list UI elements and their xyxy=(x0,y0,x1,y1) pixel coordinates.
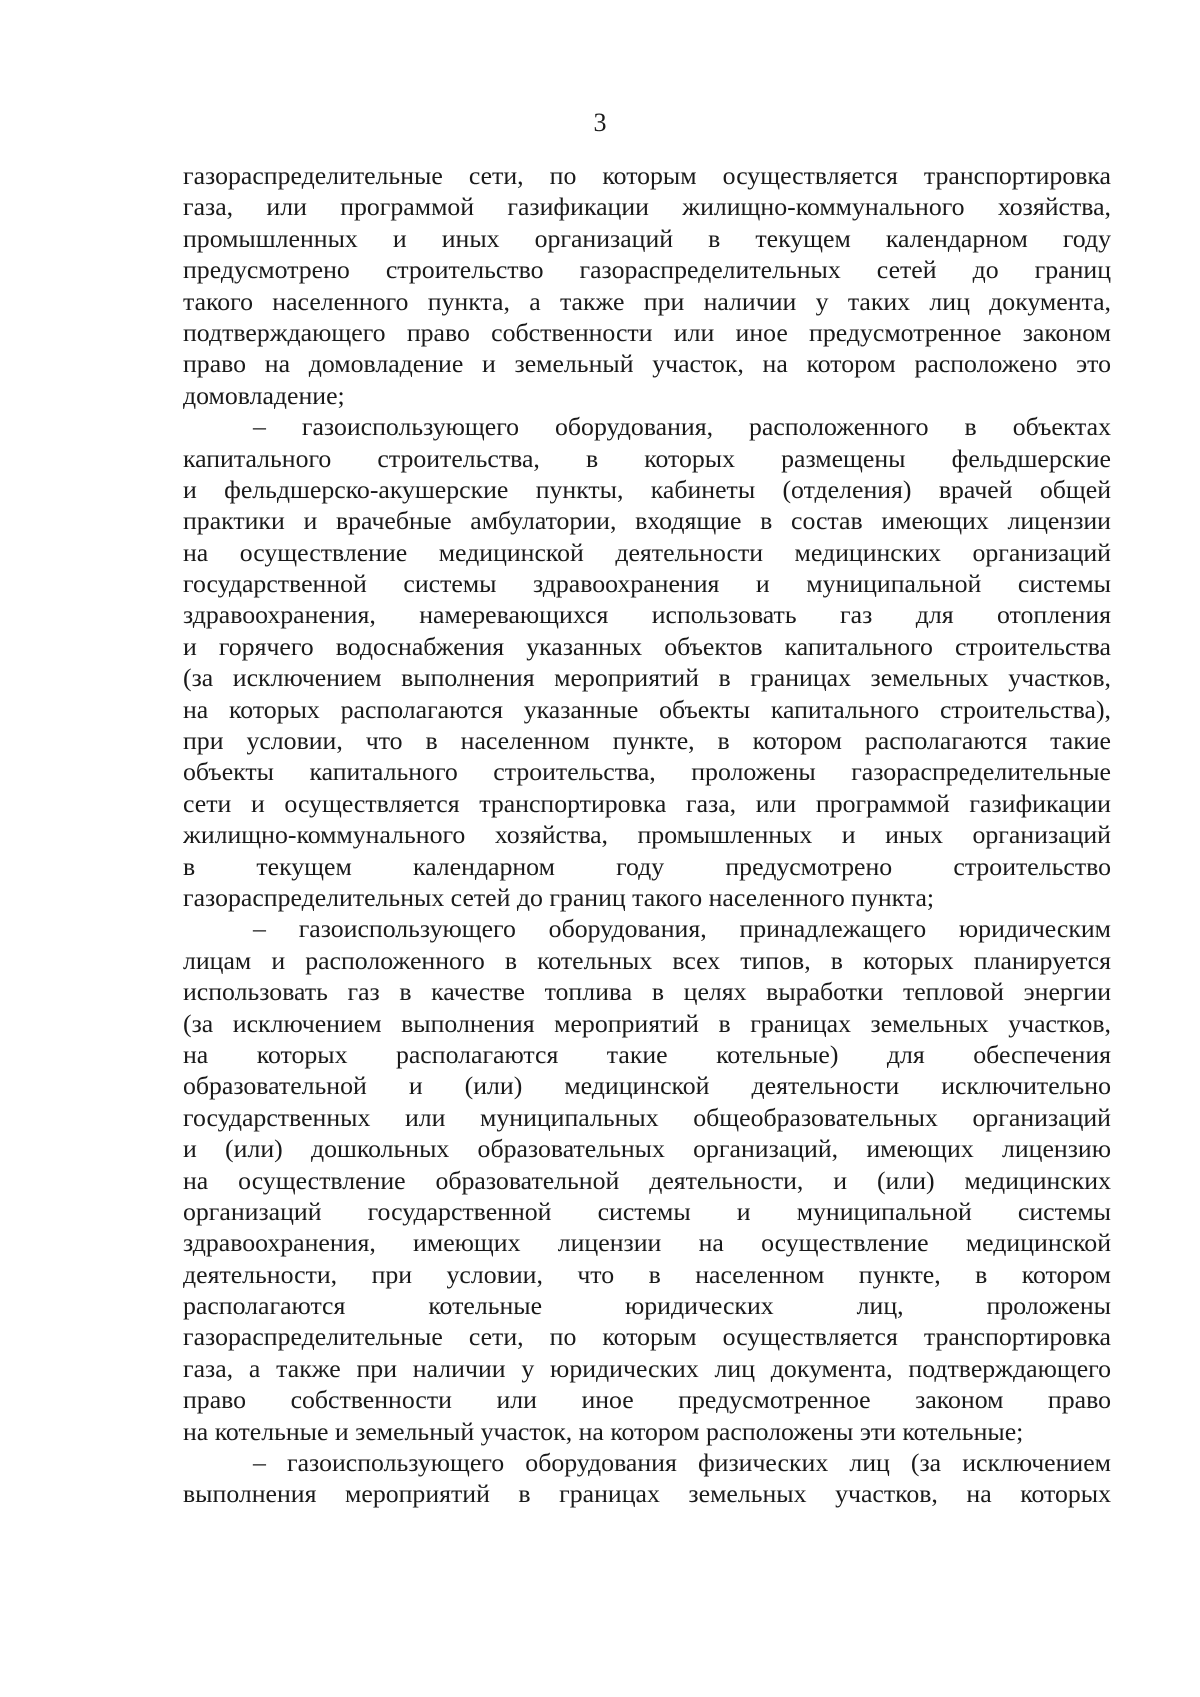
text-line: домовладение; xyxy=(183,380,345,410)
text-line: газораспределительных сетей до границ такого населенного пункта; xyxy=(183,882,935,912)
text-line: здравоохранения, намеревающихся использовать газ для отопления xyxy=(183,600,1111,630)
page-number: 3 xyxy=(593,108,607,137)
text-line: такого населенного пункта, а также при наличии у таких лиц документа, xyxy=(183,286,1111,316)
text-line: деятельности, при условии, что в населенном пункте, в котором xyxy=(183,1259,1111,1289)
text-line: организаций государственной системы и муниципальной системы xyxy=(183,1196,1111,1226)
text-line: практики и врачебные амбулатории, входящие в состав имеющих лицензии xyxy=(183,506,1111,536)
text-line: право собственности или иное предусмотренное законом право xyxy=(183,1385,1111,1415)
text-line: и горячего водоснабжения указанных объектов капитального строительства xyxy=(183,631,1111,661)
text-line: и фельдшерско-акушерские пункты, кабинеты (отделения) врачей общей xyxy=(183,474,1111,504)
text-line: при условии, что в населенном пункте, в котором располагаются такие xyxy=(183,726,1111,756)
text-line: подтверждающего право собственности или иное предусмотренное законом xyxy=(183,317,1111,347)
text-line: и (или) дошкольных образовательных организаций, имеющих лицензию xyxy=(183,1134,1111,1164)
text-line: на осуществление медицинской деятельности медицинских организаций xyxy=(183,537,1111,567)
text-line: здравоохранения, имеющих лицензии на осуществление медицинской xyxy=(183,1228,1111,1258)
text-line: газа, а также при наличии у юридических лиц документа, подтверждающего xyxy=(183,1353,1111,1383)
text-line: жилищно-коммунального хозяйства, промышленных и иных организаций xyxy=(183,820,1111,850)
text-line: газораспределительные сети, по которым осуществляется транспортировка xyxy=(183,1322,1111,1352)
text-line: на которых располагаются такие котельные) для обеспечения xyxy=(183,1039,1111,1069)
text-line: располагаются котельные юридических лиц, проложены xyxy=(183,1291,1111,1321)
text-line: государственных или муниципальных общеобразовательных организаций xyxy=(183,1102,1111,1132)
text-line: капитального строительства, в которых размещены фельдшерские xyxy=(183,443,1111,473)
text-line: газораспределительные сети, по которым осуществляется транспортировка xyxy=(183,161,1111,190)
text-line: – газоиспользующего оборудования физических лиц (за исключением xyxy=(253,1448,1111,1478)
text-line: в текущем календарном году предусмотрено строительство xyxy=(183,851,1111,881)
text-line: промышленных и иных организаций в текущем календарном году xyxy=(183,223,1111,253)
text-line: (за исключением выполнения мероприятий в границах земельных участков, xyxy=(183,663,1111,693)
text-line: государственной системы здравоохранения и муниципальной системы xyxy=(183,569,1111,599)
text-line: на котельные и земельный участок, на котором расположены эти котельные; xyxy=(183,1416,1024,1446)
text-line: сети и осуществляется транспортировка газа, или программой газификации xyxy=(183,788,1111,818)
text-line: – газоиспользующего оборудования, расположенного в объектах xyxy=(253,412,1111,442)
text-line: газа, или программой газификации жилищно-коммунального хозяйства, xyxy=(183,192,1111,222)
text-line: – газоиспользующего оборудования, принадлежащего юридическим xyxy=(253,914,1111,944)
text-line: на которых располагаются указанные объекты капитального строительства), xyxy=(183,694,1111,724)
text-line: право на домовладение и земельный участок, на котором расположено это xyxy=(183,349,1111,379)
text-line: (за исключением выполнения мероприятий в границах земельных участков, xyxy=(183,1008,1111,1038)
text-line: лицам и расположенного в котельных всех типов, в которых планируется xyxy=(183,945,1111,975)
text-line: на осуществление образовательной деятельности, и (или) медицинских xyxy=(183,1165,1111,1195)
text-line: предусмотрено строительство газораспределительных сетей до границ xyxy=(183,255,1111,285)
text-line: использовать газ в качестве топлива в целях выработки тепловой энергии xyxy=(183,977,1111,1007)
text-line: образовательной и (или) медицинской деятельности исключительно xyxy=(183,1071,1111,1101)
body-text xyxy=(183,160,1111,1510)
text-line: выполнения мероприятий в границах земельных участков, на которых xyxy=(183,1479,1111,1509)
text-line: объекты капитального строительства, проложены газораспределительные xyxy=(183,757,1111,787)
